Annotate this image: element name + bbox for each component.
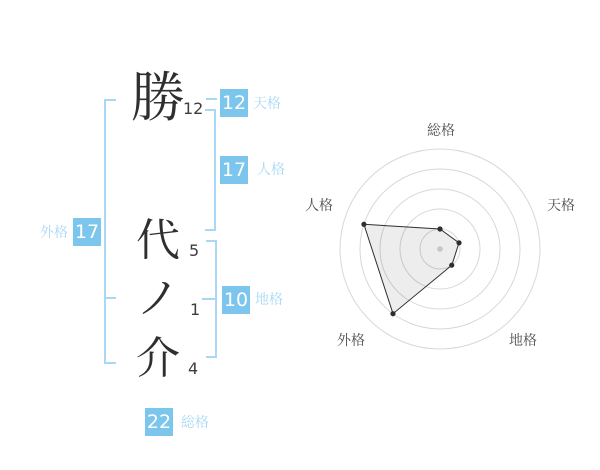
name-character-1: 勝 [131,66,185,129]
gaikaku-bracket-tick [104,297,116,299]
tenkaku-label: 天格 [253,96,281,112]
stroke-count-3: 1 [190,300,201,319]
gaikaku-label: 外格 [40,225,68,241]
jinkaku-bracket-cap-top [205,109,216,111]
radar-chart [330,139,550,359]
chikaku-bracket-cap-top [206,240,217,242]
name-character-4: 介 [136,333,180,384]
jinkaku-bracket-cap-bottom [205,229,216,231]
jinkaku-label: 人格 [257,162,285,178]
radar-axis-label-soukaku: 総格 [427,123,455,139]
radar-axis-label-chikaku: 地格 [509,333,537,349]
stroke-count-1: 12 [183,99,204,118]
stroke-count-4: 4 [188,359,199,378]
radar-axis-label-jinkaku: 人格 [305,198,333,214]
chikaku-badge: 10 [222,286,250,314]
soukaku-badge: 22 [145,408,173,436]
tenkaku-tick [206,98,217,100]
tenkaku-badge: 12 [220,89,248,117]
name-character-2: 代 [136,215,180,266]
gaikaku-bracket-cap-bottom [104,362,116,364]
stroke-count-2: 5 [189,241,200,260]
radar-chart-canvas [330,139,550,359]
gaikaku-bracket-cap-top [104,99,116,101]
gaikaku-bracket-line [104,99,106,364]
chikaku-bracket-cap-bottom [206,356,217,358]
soukaku-label: 総格 [181,415,209,431]
chikaku-bracket-tick [202,298,217,300]
jinkaku-badge: 17 [220,156,248,184]
name-character-3: ノ [136,273,180,324]
jinkaku-bracket-line [214,109,216,231]
gaikaku-badge: 17 [73,218,101,246]
radar-axis-label-tenkaku: 天格 [547,198,575,214]
radar-axis-label-gaikaku: 外格 [337,333,365,349]
chikaku-label: 地格 [255,292,283,308]
